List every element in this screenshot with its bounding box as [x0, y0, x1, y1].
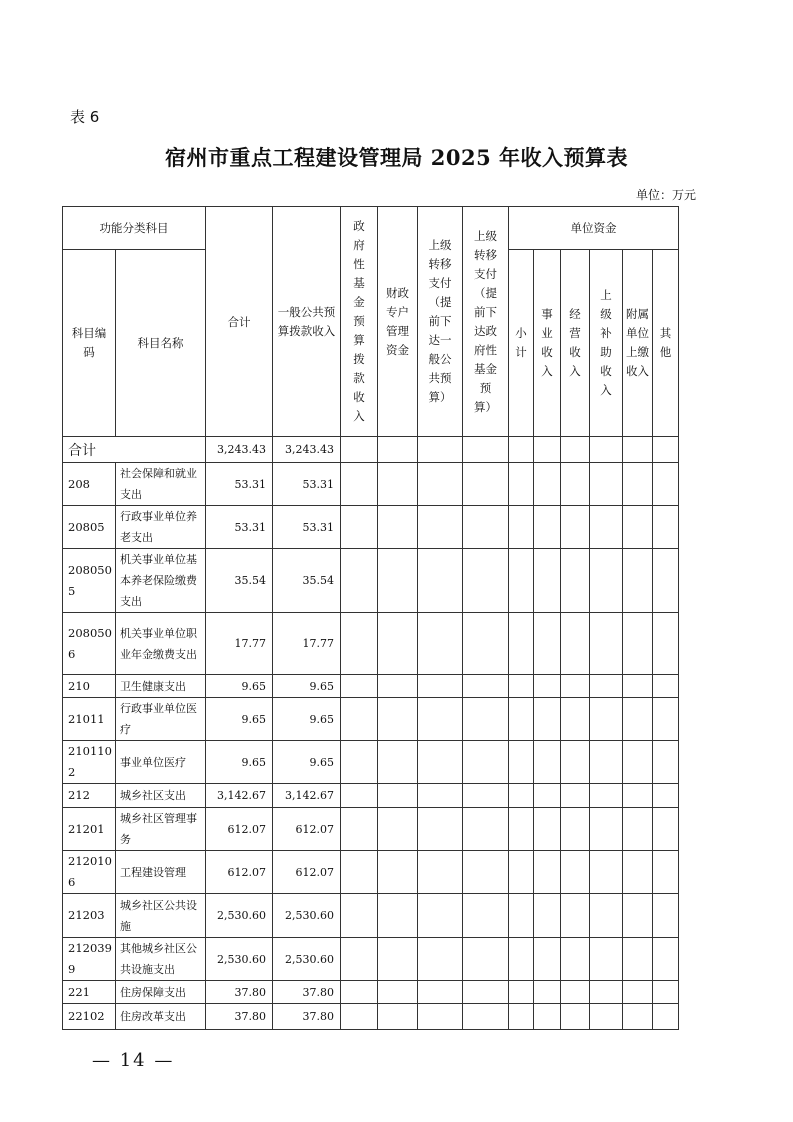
empty-cell — [561, 613, 590, 675]
empty-cell — [341, 741, 378, 784]
empty-cell — [418, 463, 463, 506]
header-code: 科目编码 — [63, 250, 116, 437]
empty-cell — [561, 549, 590, 613]
empty-cell — [590, 675, 623, 698]
empty-cell — [463, 698, 509, 741]
header-gov-fund: 政府性基金预算拨款收入 — [341, 207, 378, 437]
empty-cell — [590, 463, 623, 506]
empty-cell — [463, 1004, 509, 1030]
empty-cell — [341, 675, 378, 698]
table-row — [63, 784, 679, 808]
empty-cell — [341, 613, 378, 675]
empty-cell — [509, 851, 534, 894]
empty-cell — [418, 851, 463, 894]
empty-cell — [534, 981, 561, 1004]
row-code: 21011 — [63, 698, 116, 741]
empty-cell — [534, 463, 561, 506]
empty-cell — [590, 981, 623, 1004]
empty-cell — [561, 938, 590, 981]
empty-cell — [378, 698, 418, 741]
empty-cell — [341, 698, 378, 741]
empty-cell — [534, 549, 561, 613]
empty-cell — [590, 851, 623, 894]
table-number: 表 6 — [70, 108, 100, 126]
empty-cell — [623, 698, 653, 741]
table-row — [63, 741, 679, 784]
empty-cell — [341, 851, 378, 894]
empty-cell — [653, 808, 679, 851]
empty-cell — [418, 784, 463, 808]
row-name: 机关事业单位基本养老保险缴费支出 — [116, 549, 206, 613]
empty-cell — [463, 613, 509, 675]
empty-cell — [623, 894, 653, 938]
total-row — [63, 437, 679, 463]
row-code: 2080506 — [63, 613, 116, 675]
header-business-income: 事业收入 — [534, 250, 561, 437]
empty-cell — [653, 613, 679, 675]
empty-cell — [378, 1004, 418, 1030]
empty-cell — [653, 463, 679, 506]
empty-cell — [378, 784, 418, 808]
empty-cell — [509, 741, 534, 784]
row-code: 2120399 — [63, 938, 116, 981]
header-name: 科目名称 — [116, 250, 206, 437]
empty-cell — [341, 1004, 378, 1030]
total-general-amount: 3,243.43 — [273, 437, 341, 463]
empty-cell — [341, 549, 378, 613]
empty-cell — [463, 938, 509, 981]
row-general: 9.65 — [273, 675, 341, 698]
empty-cell — [590, 784, 623, 808]
empty-cell — [561, 463, 590, 506]
header-transfer-general: 上级转移支付（提前下达一般公共预算） — [418, 207, 463, 437]
empty-cell — [418, 506, 463, 549]
table-row — [63, 613, 679, 675]
empty-cell — [653, 741, 679, 784]
income-budget-table — [62, 206, 679, 1030]
row-code: 208 — [63, 463, 116, 506]
empty-cell — [623, 981, 653, 1004]
empty-cell — [509, 808, 534, 851]
row-code: 210 — [63, 675, 116, 698]
header-subsidy-income: 上级补助收入 — [590, 250, 623, 437]
header-other: 其他 — [653, 250, 679, 437]
empty-cell — [509, 698, 534, 741]
empty-cell — [418, 741, 463, 784]
document-title: 宿州市重点工程建设管理局 2025 年收入预算表 — [164, 145, 629, 170]
row-name: 住房改革支出 — [116, 1004, 206, 1030]
row-name: 行政事业单位养老支出 — [116, 506, 206, 549]
empty-cell — [378, 741, 418, 784]
empty-cell — [378, 938, 418, 981]
row-name: 事业单位医疗 — [116, 741, 206, 784]
empty-cell — [653, 549, 679, 613]
header-functional-class: 功能分类科目 — [63, 207, 206, 250]
table-row — [63, 938, 679, 981]
row-code: 21201 — [63, 808, 116, 851]
empty-cell — [653, 851, 679, 894]
row-code: 20805 — [63, 506, 116, 549]
row-general: 9.65 — [273, 698, 341, 741]
header-total: 合计 — [206, 207, 273, 437]
row-code: 221 — [63, 981, 116, 1004]
empty-cell — [561, 675, 590, 698]
empty-cell — [509, 613, 534, 675]
empty-cell — [341, 784, 378, 808]
empty-cell — [463, 675, 509, 698]
row-general: 35.54 — [273, 549, 341, 613]
row-code: 22102 — [63, 1004, 116, 1030]
table-row — [63, 675, 679, 698]
row-name: 机关事业单位职业年金缴费支出 — [116, 613, 206, 675]
row-name: 社会保障和就业支出 — [116, 463, 206, 506]
empty-cell — [653, 938, 679, 981]
empty-cell — [378, 808, 418, 851]
empty-cell — [653, 506, 679, 549]
empty-cell — [590, 894, 623, 938]
empty-cell — [463, 784, 509, 808]
empty-cell — [590, 549, 623, 613]
empty-cell — [653, 675, 679, 698]
empty-cell — [623, 784, 653, 808]
page-number: — 14 — — [92, 1050, 175, 1071]
empty-cell — [623, 675, 653, 698]
empty-cell — [509, 981, 534, 1004]
row-general: 2,530.60 — [273, 938, 341, 981]
row-general: 17.77 — [273, 613, 341, 675]
empty-cell — [561, 894, 590, 938]
empty-cell — [509, 463, 534, 506]
row-total: 53.31 — [206, 506, 273, 549]
empty-cell — [623, 851, 653, 894]
empty-cell — [463, 741, 509, 784]
table-row — [63, 808, 679, 851]
header-general-budget: 一般公共预算拨款收入 — [273, 207, 341, 437]
table-row — [63, 463, 679, 506]
empty-cell — [341, 506, 378, 549]
empty-cell — [418, 808, 463, 851]
row-general: 9.65 — [273, 741, 341, 784]
row-total: 612.07 — [206, 851, 273, 894]
empty-cell — [653, 698, 679, 741]
row-total: 9.65 — [206, 675, 273, 698]
empty-cell — [378, 894, 418, 938]
row-name: 住房保障支出 — [116, 981, 206, 1004]
empty-cell — [534, 613, 561, 675]
empty-cell — [623, 549, 653, 613]
empty-cell — [418, 894, 463, 938]
empty-cell — [341, 894, 378, 938]
header-transfer-fund: 上级转移支付（提前下达政府性基金预算） — [463, 207, 509, 437]
row-total: 35.54 — [206, 549, 273, 613]
empty-cell — [418, 549, 463, 613]
empty-cell — [590, 613, 623, 675]
empty-cell — [561, 741, 590, 784]
row-code: 212 — [63, 784, 116, 808]
empty-cell — [463, 851, 509, 894]
empty-cell — [463, 549, 509, 613]
row-general: 612.07 — [273, 851, 341, 894]
empty-cell — [623, 1004, 653, 1030]
empty-cell — [509, 894, 534, 938]
row-name: 卫生健康支出 — [116, 675, 206, 698]
empty-cell — [590, 1004, 623, 1030]
empty-cell — [418, 938, 463, 981]
table-row — [63, 698, 679, 741]
total-label: 合计 — [63, 437, 206, 463]
header-fiscal-special: 财政专户管理资金 — [378, 207, 418, 437]
empty-cell — [534, 851, 561, 894]
row-total: 2,530.60 — [206, 894, 273, 938]
header-affiliated-income: 附属单位上缴收入 — [623, 250, 653, 437]
row-total: 37.80 — [206, 981, 273, 1004]
empty-cell — [378, 613, 418, 675]
empty-cell — [561, 506, 590, 549]
empty-cell — [378, 981, 418, 1004]
empty-cell — [623, 506, 653, 549]
empty-cell — [653, 894, 679, 938]
empty-cell — [341, 981, 378, 1004]
table-row — [63, 894, 679, 938]
empty-cell — [534, 938, 561, 981]
row-code: 21203 — [63, 894, 116, 938]
empty-cell — [590, 506, 623, 549]
empty-cell — [561, 698, 590, 741]
empty-cell — [463, 463, 509, 506]
unit-label: 单位：万元 — [635, 188, 696, 202]
empty-cell — [623, 808, 653, 851]
row-code: 2101102 — [63, 741, 116, 784]
empty-cell — [418, 698, 463, 741]
row-total: 9.65 — [206, 741, 273, 784]
table-row — [63, 851, 679, 894]
empty-cell — [463, 808, 509, 851]
row-name: 其他城乡社区公共设施支出 — [116, 938, 206, 981]
table-row — [63, 1004, 679, 1030]
row-name: 城乡社区公共设施 — [116, 894, 206, 938]
empty-cell — [590, 938, 623, 981]
empty-cell — [341, 463, 378, 506]
row-total: 17.77 — [206, 613, 273, 675]
row-name: 工程建设管理 — [116, 851, 206, 894]
row-general: 37.80 — [273, 1004, 341, 1030]
empty-cell — [341, 938, 378, 981]
table-row — [63, 506, 679, 549]
row-name: 城乡社区支出 — [116, 784, 206, 808]
empty-cell — [463, 894, 509, 938]
total-amount: 3,243.43 — [206, 437, 273, 463]
empty-cell — [623, 741, 653, 784]
row-total: 3,142.67 — [206, 784, 273, 808]
empty-cell — [378, 675, 418, 698]
row-general: 3,142.67 — [273, 784, 341, 808]
empty-cell — [509, 675, 534, 698]
empty-cell — [534, 784, 561, 808]
empty-cell — [561, 784, 590, 808]
empty-cell — [463, 981, 509, 1004]
row-general: 53.31 — [273, 506, 341, 549]
empty-cell — [623, 463, 653, 506]
empty-cell — [590, 808, 623, 851]
empty-cell — [653, 1004, 679, 1030]
row-general: 53.31 — [273, 463, 341, 506]
table-row — [63, 981, 679, 1004]
header-subtotal: 小计 — [509, 250, 534, 437]
row-code: 2080505 — [63, 549, 116, 613]
empty-cell — [590, 741, 623, 784]
row-total: 9.65 — [206, 698, 273, 741]
row-general: 612.07 — [273, 808, 341, 851]
row-total: 612.07 — [206, 808, 273, 851]
empty-cell — [561, 1004, 590, 1030]
row-total: 37.80 — [206, 1004, 273, 1030]
empty-cell — [653, 981, 679, 1004]
empty-cell — [418, 675, 463, 698]
empty-cell — [534, 675, 561, 698]
row-general: 37.80 — [273, 981, 341, 1004]
empty-cell — [534, 698, 561, 741]
empty-cell — [561, 851, 590, 894]
empty-cell — [418, 1004, 463, 1030]
row-total: 53.31 — [206, 463, 273, 506]
empty-cell — [418, 613, 463, 675]
empty-cell — [623, 938, 653, 981]
empty-cell — [378, 506, 418, 549]
row-name: 城乡社区管理事务 — [116, 808, 206, 851]
empty-cell — [534, 506, 561, 549]
empty-cell — [509, 506, 534, 549]
empty-cell — [534, 1004, 561, 1030]
row-code: 2120106 — [63, 851, 116, 894]
empty-cell — [418, 981, 463, 1004]
empty-cell — [561, 808, 590, 851]
table-row — [63, 549, 679, 613]
row-total: 2,530.60 — [206, 938, 273, 981]
empty-cell — [341, 808, 378, 851]
row-name: 行政事业单位医疗 — [116, 698, 206, 741]
empty-cell — [509, 938, 534, 981]
empty-cell — [623, 613, 653, 675]
empty-cell — [590, 698, 623, 741]
empty-cell — [378, 851, 418, 894]
empty-cell — [534, 808, 561, 851]
header-operating-income: 经营收入 — [561, 250, 590, 437]
empty-cell — [378, 549, 418, 613]
empty-cell — [509, 1004, 534, 1030]
row-general: 2,530.60 — [273, 894, 341, 938]
empty-cell — [378, 463, 418, 506]
empty-cell — [534, 894, 561, 938]
empty-cell — [534, 741, 561, 784]
header-unit-funds: 单位资金 — [509, 207, 679, 250]
empty-cell — [653, 784, 679, 808]
empty-cell — [463, 506, 509, 549]
empty-cell — [509, 784, 534, 808]
empty-cell — [561, 981, 590, 1004]
empty-cell — [509, 549, 534, 613]
